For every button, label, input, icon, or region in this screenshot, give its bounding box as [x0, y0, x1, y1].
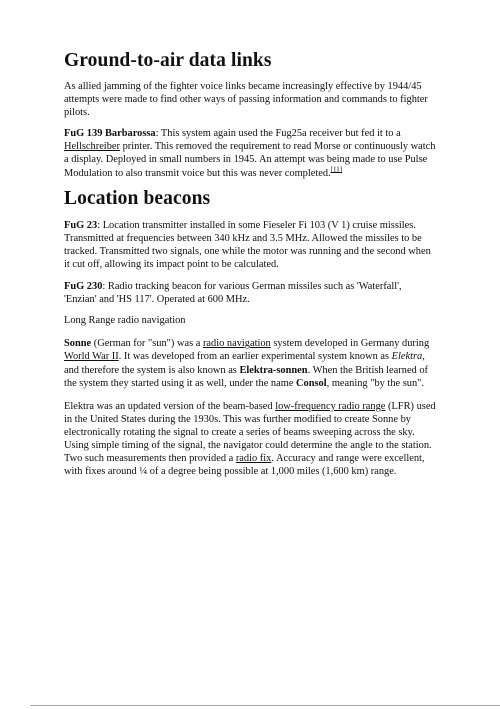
subheading-long-range: Long Range radio navigation — [64, 315, 186, 327]
term-elektra-italic: Elektra — [391, 351, 423, 363]
text: . When the British learned of the system they started using it as well, under the name — [64, 364, 428, 389]
text: Elektra was an updated version of the beam-based — [64, 400, 276, 412]
text: , meaning "by the sun". — [326, 377, 424, 389]
heading-location-beacons: Location beacons — [64, 187, 211, 209]
term-sonne: Sonne — [64, 338, 92, 350]
link-hellschreiber[interactable]: Hellschreiber — [64, 141, 120, 153]
document-body — [64, 50, 436, 478]
scan-edge-line — [30, 705, 500, 706]
term-fug139: FuG 139 Barbarossa — [64, 128, 156, 140]
paragraph-intro: As allied jamming of the fighter voice links became increasingly effective by 1944/45 attempts were made to find other ways of passing information and commands to fighter pilots. — [64, 81, 428, 119]
text: . It was developed from an earlier experimental system known as — [118, 351, 392, 363]
link-radio-fix[interactable]: radio fix — [235, 453, 272, 465]
text: , and therefore the system is also known as — [64, 351, 425, 376]
link-low-frequency-radio-range[interactable]: low-frequency radio range — [275, 400, 386, 412]
paragraph-sonne — [64, 337, 436, 389]
citation-link[interactable]: [11] — [330, 165, 343, 174]
term-fug23: FuG 23 — [64, 219, 98, 231]
heading-ground-to-air: Ground-to-air data links — [64, 50, 272, 71]
text: . Accuracy and range were excellent, with fixes around ¼ of a degree being possible at 1,000 miles (1,600 km) range. — [64, 453, 425, 478]
paragraph-fug23 — [64, 219, 436, 271]
text: : This system again used the Fug25a receiver but fed it to a — [155, 128, 401, 140]
text: system developed in Germany during — [270, 338, 430, 350]
paragraph-fug230 — [64, 280, 436, 306]
text: : Location transmitter installed in some Fieseler Fi 103 (V 1) cruise missiles. Transmitted at frequencies between 340 kHz and 3.5 MHz. Allowed the missiles to be tracked. Transmitted two signals, one while the motor was running and the second when it cut off, allowing its impact point to be calculated. — [64, 219, 431, 270]
paragraph-barbarossa — [64, 127, 436, 179]
term-consol: Consol — [296, 377, 327, 389]
text: (German for "sun") was a — [91, 338, 203, 350]
text: printer. This removed the requirement to read Morse or continuously watch a display. Deployed in small numbers in 1945. An attempt was being made to use Pulse Modulation to also transmit voice but this was never completed. — [64, 141, 436, 179]
term-fug230: FuG 230 — [64, 281, 103, 293]
paragraph-elektra — [64, 400, 436, 479]
text: (LFR) used in the United States during the 1930s. This was further modified to create Sonne by electronically rotating the signal to create a series of beams sweeping across the sky. Using simple timing of the signal, the navigator could determine the angle to the station. Two such measurements then provided a — [64, 400, 436, 465]
link-radio-navigation[interactable]: radio navigation — [202, 338, 271, 350]
text: : Radio tracking beacon for various German missiles such as 'Waterfall', 'Enzian' and 'HS 117'. Operated at 600 MHz. — [64, 281, 402, 306]
link-world-war-ii[interactable]: World War II — [64, 351, 119, 363]
term-elektra-sonnen: Elektra-sonnen — [239, 364, 308, 376]
